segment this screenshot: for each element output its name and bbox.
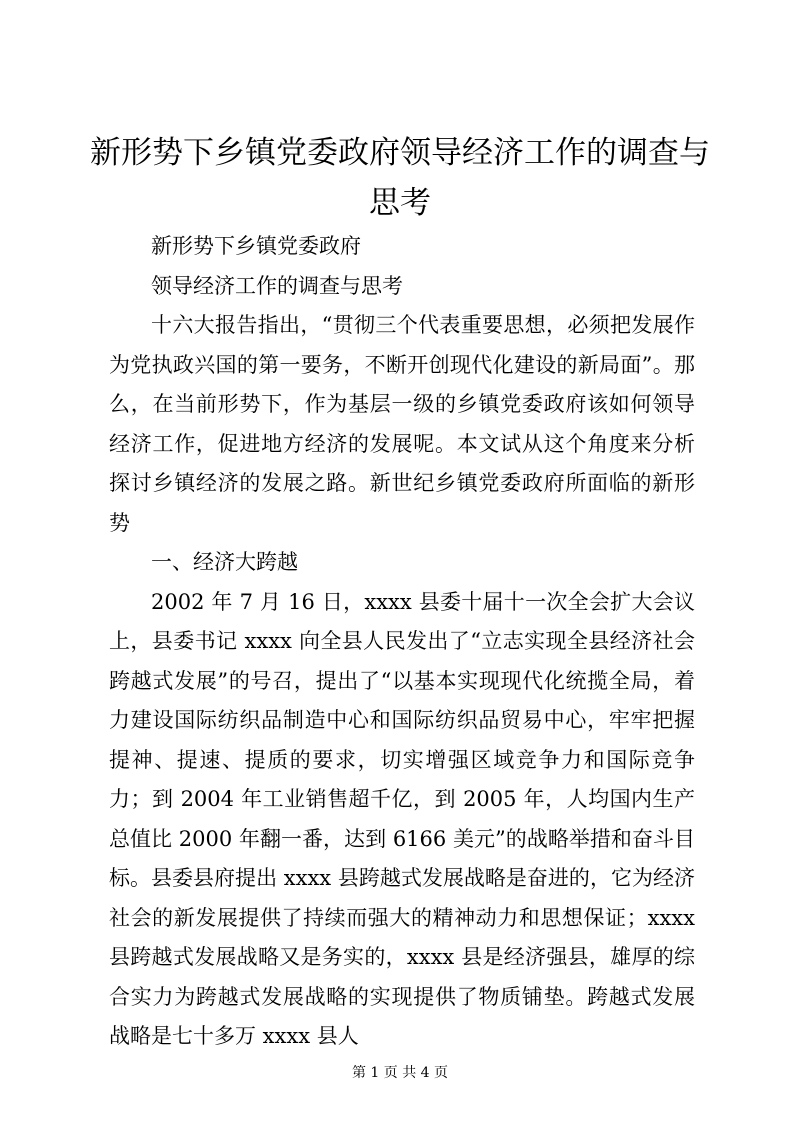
page-footer: 第 1 页 共 4 页 [351,1065,449,1081]
subtitle-line-1: 新形势下乡镇党委政府 [151,234,361,258]
subtitle-line-2: 领导经济工作的调查与思考 [151,273,403,298]
document-body [109,227,695,1057]
section-paragraph: 2002 年 7 月 16 日，xxxx 县委十届十一次全会扩大会议上，县委书记 xxxx 向全县人民发出了“立志实现全县经济社会跨越式发展”的号召，提出了“以基本实现现代化统揽全局，着力建设国际纺织品制造中心和国际纺织品贸易中心，牢牢把握提神、提速、提质的要求，切实增强区域竞争力和国际竞争力；到 2004 年工业销售超千亿，到 2005 年，人均国内生产总值比 2000 年翻一番，达到 6166 美元”的战略举措和奋斗目标。县委县府提出 xxxx 县跨越式发展战略是奋进的，它为经济社会的新发展提供了持续而强大的精神动力和思想保证；xxxx 县跨越式发展战略又是务实的，xxxx 县是经济强县，雄厚的综合实力为跨越式发展战略的实现提供了物质铺垫。跨越式发展战略是七十多万 xxxx 县人 [109,589,695,1048]
document-title: 新形势下乡镇党委政府领导经济工作的调查与思考 [90,135,710,221]
intro-paragraph: 十六大报告指出，“贯彻三个代表重要思想，必须把发展作为党执政兴国的第一要务，不断开创现代化建设的新局面”。那么，在当前形势下，作为基层一级的乡镇党委政府该如何领导经济工作，促进地方经济的发展呢。本文试从这个角度来分析探讨乡镇经济的发展之路。新世纪乡镇党委政府所面临的新形势 [109,313,695,535]
section-heading: 一、经济大跨越 [151,550,298,574]
